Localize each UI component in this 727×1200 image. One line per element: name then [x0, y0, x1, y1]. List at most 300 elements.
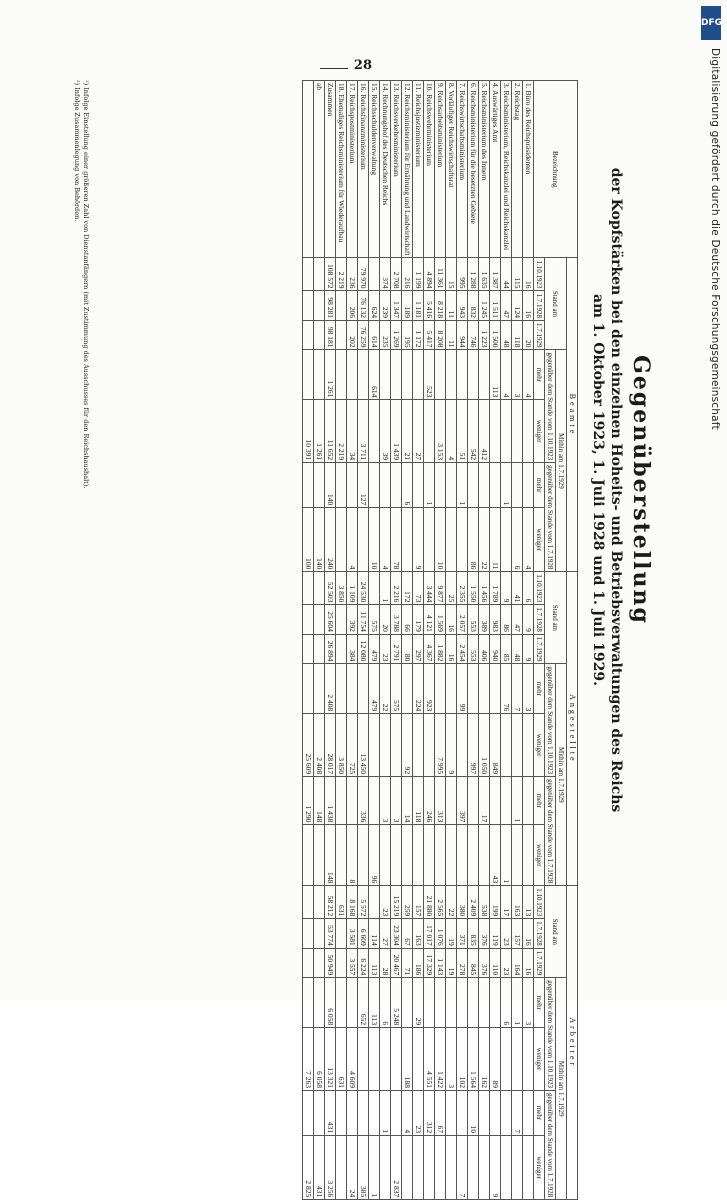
table-cell: [303, 919, 314, 949]
table-cell: 202: [347, 320, 358, 350]
table-cell: [523, 400, 534, 463]
table-cell: [303, 572, 314, 605]
table-cell: [336, 664, 347, 714]
row-label: [468, 81, 479, 258]
table-cell: 746: [468, 320, 479, 350]
table-cell: [336, 350, 347, 400]
col-weniger: weniger: [534, 1136, 545, 1200]
table-cell: 28: [380, 948, 391, 978]
table-cell: 431: [325, 1090, 336, 1135]
table-cell: 113: [369, 978, 380, 1028]
table-cell: 7: [512, 664, 523, 714]
table-cell: 412: [479, 400, 490, 463]
row-label-text: Reichsschuldenverwaltung: [370, 94, 379, 176]
table-cell: [490, 664, 501, 714]
table-cell: 406: [479, 634, 490, 664]
col-date: 1.10.1923: [534, 572, 545, 605]
table-cell: [314, 258, 325, 291]
row-number: 16.: [359, 83, 368, 93]
table-cell: 2 791: [391, 634, 402, 664]
table-cell: [391, 714, 402, 777]
table-cell: 85: [501, 634, 512, 664]
table-cell: 26 894: [325, 634, 336, 664]
table-cell: [446, 1136, 457, 1200]
table-cell: [402, 508, 413, 572]
row-label: [303, 81, 314, 258]
table-cell: 849: [490, 714, 501, 777]
table-cell: 10: [369, 508, 380, 572]
table-cell: [490, 1090, 501, 1135]
table-cell: [446, 825, 457, 886]
table-cell: 186: [413, 948, 424, 978]
row-label-text: Auswärtiges Amt: [491, 90, 500, 143]
table-cell: 239: [380, 291, 391, 321]
table-cell: 5 572: [358, 886, 369, 919]
table-row: [303, 81, 314, 1200]
table-cell: 20: [523, 320, 534, 350]
table-cell: 523: [424, 350, 435, 400]
table-cell: [380, 1136, 391, 1200]
table-cell: 28 017: [325, 714, 336, 777]
beamte-gg-1923: gegenüber dem Stande vom 1.10.1923: [545, 350, 556, 463]
table-cell: [468, 825, 479, 886]
table-cell: 1 550: [468, 572, 479, 605]
table-cell: 3 850: [336, 714, 347, 777]
table-cell: [435, 350, 446, 400]
table-cell: 1 569: [435, 605, 446, 635]
table-cell: 9: [501, 572, 512, 605]
table-cell: 1 076: [435, 919, 446, 949]
table-cell: [314, 1090, 325, 1135]
col-date: 1.7.1928: [534, 605, 545, 635]
table-cell: 845: [468, 948, 479, 978]
table-cell: 6 224: [358, 948, 369, 978]
table-cell: 6 609: [358, 919, 369, 949]
table-cell: 538: [479, 886, 490, 919]
table-cell: 631: [336, 886, 347, 919]
table-cell: 108 572: [325, 258, 336, 291]
row-number: 2.: [513, 83, 522, 89]
table-cell: 118: [512, 320, 523, 350]
table-cell: [369, 714, 380, 777]
table-cell: [391, 1028, 402, 1091]
row-label-text: Reichspostministerium: [348, 94, 357, 164]
table-cell: [303, 664, 314, 714]
table-cell: [523, 1028, 534, 1091]
table-cell: 22: [479, 508, 490, 572]
table-cell: 389: [479, 605, 490, 635]
table-cell: 12 080: [358, 634, 369, 664]
table-cell: 6: [380, 978, 391, 1028]
table-cell: [347, 777, 358, 825]
table-cell: 479: [369, 664, 380, 714]
table-cell: 39: [380, 400, 391, 463]
table-cell: [446, 463, 457, 508]
table-cell: [468, 1136, 479, 1200]
table-cell: 11 652: [325, 400, 336, 463]
row-label: [380, 81, 391, 258]
table-cell: 67: [402, 919, 413, 949]
table-cell: 2 219: [336, 400, 347, 463]
dfg-logo: DFG: [701, 6, 721, 40]
table-cell: 6 058: [314, 1028, 325, 1091]
table-cell: 553: [468, 634, 479, 664]
row-label: [413, 81, 424, 258]
table-cell: 1: [380, 572, 391, 605]
row-label-text: Reichsjustizministerium: [414, 93, 423, 167]
footnote: ¹) Infolge Einstellung einer größeren Zahl von Dienstanfängern (mit Zustimmung des Ausschusses für den Reichshaushalt).: [82, 80, 90, 489]
table-cell: 1 438: [325, 777, 336, 825]
table-cell: 940: [490, 634, 501, 664]
table-cell: [435, 664, 446, 714]
table-row: [435, 81, 446, 1200]
table-cell: 224: [413, 664, 424, 714]
table-cell: [435, 978, 446, 1028]
table-cell: 44: [501, 258, 512, 291]
table-cell: 51: [457, 400, 468, 463]
row-number: 9.: [436, 83, 445, 89]
table-cell: 6: [402, 463, 413, 508]
table-cell: [336, 508, 347, 572]
table-cell: 1: [501, 463, 512, 508]
table-cell: 3 581: [347, 919, 358, 949]
table-cell: 99: [457, 664, 468, 714]
table-cell: [391, 1090, 402, 1135]
table-cell: 73: [413, 572, 424, 605]
table-cell: 235: [380, 320, 391, 350]
table-row: [468, 81, 479, 1200]
table-cell: 1 635: [479, 258, 490, 291]
table-cell: 47: [512, 605, 523, 635]
table-cell: 1 109: [347, 572, 358, 605]
row-number: 3.: [502, 83, 511, 89]
table-cell: 240: [325, 508, 336, 572]
table-row: [413, 81, 424, 1200]
table-cell: 631: [336, 1028, 347, 1091]
table-cell: 25 604: [325, 605, 336, 635]
table-cell: 995: [457, 258, 468, 291]
table-cell: 7 995: [435, 714, 446, 777]
table-cell: [303, 1090, 314, 1135]
title-block: [590, 80, 660, 900]
table-cell: 172: [402, 572, 413, 605]
table-cell: 80: [402, 634, 413, 664]
row-number: 11.: [414, 83, 423, 93]
table-cell: [402, 1136, 413, 1200]
table-cell: [314, 948, 325, 978]
table-cell: [303, 291, 314, 321]
table-cell: 15: [446, 258, 457, 291]
table-cell: 10 391: [303, 400, 314, 463]
row-label: [369, 81, 380, 258]
table-cell: [347, 350, 358, 400]
table-cell: 7: [512, 1090, 523, 1135]
row-label: [325, 81, 336, 258]
table-cell: 1 387: [490, 258, 501, 291]
table-cell: 23: [413, 1090, 424, 1135]
table-cell: 1 143: [435, 948, 446, 978]
table-cell: 98 181: [325, 320, 336, 350]
table-cell: 553: [468, 605, 479, 635]
page-subtitle-dates: am 1. Oktober 1923, 1. Juli 1928 und 1. Juli 1929.: [590, 294, 606, 686]
table-cell: [358, 508, 369, 572]
table-row: [446, 81, 457, 1200]
table-cell: [457, 714, 468, 777]
table-cell: [303, 463, 314, 508]
table-cell: [523, 1090, 534, 1135]
table-cell: 614: [369, 350, 380, 400]
col-weniger: weniger: [534, 1028, 545, 1091]
table-cell: [380, 714, 391, 777]
table-cell: 6 058: [325, 978, 336, 1028]
table-cell: [501, 714, 512, 777]
table-cell: [424, 978, 435, 1028]
table-cell: [435, 463, 446, 508]
row-label-text: Reichsministerium für Ernährung und Landwirtschaft: [403, 94, 412, 256]
table-cell: [336, 777, 347, 825]
table-cell: 8: [347, 825, 358, 886]
table-cell: [347, 463, 358, 508]
table-cell: [413, 714, 424, 777]
beamte-stand-am: Stand am: [545, 258, 567, 350]
table-cell: [512, 714, 523, 777]
table-cell: 199: [490, 886, 501, 919]
table-cell: 385: [358, 1136, 369, 1200]
footnote: ²) Infolge Zusammenlegung von Behörden.: [73, 80, 81, 222]
table-row: [391, 81, 402, 1200]
table-cell: 78: [391, 508, 402, 572]
table-cell: 140: [314, 508, 325, 572]
page-number: 28: [353, 58, 372, 73]
table-cell: 4: [523, 508, 534, 572]
row-label-text: Vorläufiger Reichswirtschaftsrat: [447, 90, 456, 188]
table-cell: 7 263: [303, 1028, 314, 1091]
table-cell: [380, 463, 391, 508]
table-cell: [512, 463, 523, 508]
table-cell: 9 877: [435, 572, 446, 605]
table-cell: 392: [347, 605, 358, 635]
table-cell: [314, 886, 325, 919]
table-cell: 1: [424, 463, 435, 508]
table-cell: 1 456: [479, 572, 490, 605]
table-cell: [303, 825, 314, 886]
table-cell: 575: [391, 664, 402, 714]
table-cell: 20: [380, 605, 391, 635]
table-cell: 278: [457, 948, 468, 978]
table-cell: [435, 825, 446, 886]
table-cell: [512, 1028, 523, 1091]
table-cell: 4: [446, 400, 457, 463]
row-label-text: Reichsministerium, Reichskanzlei und Reichskanzlei: [502, 90, 511, 251]
arbeiter-gg-1923: gegenüber dem Stande vom 1.10.1923: [545, 978, 556, 1091]
table-cell: [347, 978, 358, 1028]
table-cell: 148: [314, 777, 325, 825]
table-cell: 1: [380, 1090, 391, 1135]
table-cell: [468, 664, 479, 714]
table-cell: 1 223: [479, 320, 490, 350]
table-cell: 148: [325, 825, 336, 886]
row-label-text: Reichswirtschaftsministerium: [458, 90, 467, 181]
table-cell: [479, 978, 490, 1028]
table-cell: [457, 350, 468, 400]
table-cell: 25 609: [303, 714, 314, 777]
table-cell: [380, 350, 391, 400]
table-cell: [336, 948, 347, 978]
table-cell: 15 219: [391, 886, 402, 919]
col-weniger: weniger: [534, 400, 545, 463]
row-label-text: Reichsministerium für die besetzten Gebiete: [469, 90, 478, 224]
table-cell: [314, 919, 325, 949]
table-cell: 614: [369, 320, 380, 350]
table-cell: 1 172: [413, 320, 424, 350]
row-number: 7.: [458, 83, 467, 89]
table-cell: [490, 978, 501, 1028]
col-mehr: mehr: [534, 1090, 545, 1135]
table-cell: [424, 825, 435, 886]
table-cell: 944: [457, 320, 468, 350]
table-cell: 1 181: [413, 291, 424, 321]
table-cell: [369, 777, 380, 825]
row-label: [424, 81, 435, 258]
table-row: [314, 81, 325, 1200]
table-cell: 50 949: [325, 948, 336, 978]
table-cell: 48: [512, 634, 523, 664]
col-mehr: mehr: [534, 978, 545, 1028]
table-cell: 6: [501, 978, 512, 1028]
col-mehr: mehr: [534, 664, 545, 714]
table-cell: 216: [402, 258, 413, 291]
table-cell: 41: [512, 572, 523, 605]
table-cell: 236: [347, 258, 358, 291]
row-label: [490, 81, 501, 258]
table-row: [325, 81, 336, 1200]
table-cell: 189: [402, 291, 413, 321]
table-cell: 113: [369, 948, 380, 978]
table-cell: 9: [490, 1136, 501, 1200]
table-cell: 4 609: [347, 1028, 358, 1091]
table-cell: [336, 1136, 347, 1200]
table-cell: [490, 777, 501, 825]
table-cell: 3: [446, 1028, 457, 1091]
table-cell: 2 219: [336, 258, 347, 291]
table-cell: [501, 1136, 512, 1200]
row-label-text: Reichswehrministerium: [425, 94, 434, 166]
table-cell: 2 708: [391, 258, 402, 291]
page-title: Gegenüberstellung: [628, 355, 654, 625]
table-cell: [413, 463, 424, 508]
table-cell: 98 281: [325, 291, 336, 321]
table-cell: 4 367: [424, 634, 435, 664]
table-cell: [314, 350, 325, 400]
col-bezeichnung: Bezeichnung: [534, 81, 578, 258]
table-cell: [380, 1028, 391, 1091]
table-cell: 16: [523, 919, 534, 949]
table-cell: [336, 291, 347, 321]
table-cell: [336, 320, 347, 350]
row-label: [347, 81, 358, 258]
row-number: 4.: [491, 83, 500, 89]
table-cell: 4 894: [424, 258, 435, 291]
row-label: [512, 81, 523, 258]
table-cell: 297: [413, 634, 424, 664]
table-cell: [479, 825, 490, 886]
table-row: [347, 81, 358, 1200]
table-cell: [347, 1090, 358, 1135]
col-date: 1.10.1923: [534, 258, 545, 291]
table-cell: [413, 350, 424, 400]
table-cell: 17 017: [424, 919, 435, 949]
table-cell: 8 208: [435, 320, 446, 350]
table-cell: [479, 463, 490, 508]
table-cell: [402, 978, 413, 1028]
table-cell: 76: [501, 664, 512, 714]
table-cell: 376: [479, 919, 490, 949]
table-cell: 2 408: [325, 664, 336, 714]
table-cell: 76 132: [358, 291, 369, 321]
table-cell: 115: [512, 258, 523, 291]
table-cell: [358, 825, 369, 886]
table-cell: 2 216: [391, 572, 402, 605]
table-cell: [457, 825, 468, 886]
table-cell: [369, 1028, 380, 1091]
table-cell: [369, 572, 380, 605]
table-cell: [468, 463, 479, 508]
row-label-text: Reichsverkehrsministerium: [392, 94, 401, 177]
table-cell: 206: [347, 291, 358, 321]
table-row: [336, 81, 347, 1200]
table-cell: 1 882: [435, 634, 446, 664]
table-cell: 1 199: [413, 258, 424, 291]
table-cell: [369, 1090, 380, 1135]
row-label: [435, 81, 446, 258]
table-cell: [424, 714, 435, 777]
table-cell: [314, 978, 325, 1028]
table-cell: 47: [501, 291, 512, 321]
table-cell: [468, 978, 479, 1028]
table-cell: [314, 825, 325, 886]
table-cell: 20 467: [391, 948, 402, 978]
table-cell: 1 511: [490, 291, 501, 321]
table-cell: 336: [358, 777, 369, 825]
row-label-text: Zusammen: [326, 83, 335, 117]
row-label-text: Rechnungshof des Deutschen Reichs: [381, 94, 390, 206]
table-cell: [523, 1136, 534, 1200]
table-cell: [358, 1090, 369, 1135]
table-cell: 397: [457, 777, 468, 825]
table-cell: [424, 508, 435, 572]
table-cell: 725: [347, 714, 358, 777]
table-cell: 53 774: [325, 919, 336, 949]
table-cell: [391, 350, 402, 400]
row-number: 14.: [381, 83, 390, 93]
table-cell: 4 551: [424, 1028, 435, 1091]
table-cell: [501, 400, 512, 463]
table-row: [358, 81, 369, 1200]
table-cell: 313: [435, 777, 446, 825]
table-cell: [501, 1090, 512, 1135]
table-cell: 1 288: [468, 258, 479, 291]
table-row: [457, 81, 468, 1200]
table-cell: [413, 1136, 424, 1200]
dfg-footer-text: Digitalisierung gefördert durch die Deutsche Forschungsgemeinschaft: [709, 48, 721, 430]
table-cell: 58 212: [325, 886, 336, 919]
row-number: 17.: [348, 83, 357, 93]
table-cell: 3: [523, 978, 534, 1028]
table-cell: 102: [457, 1028, 468, 1091]
row-label-text: Reichsfinanzministerium: [359, 94, 368, 170]
table-cell: [523, 777, 534, 825]
table-cell: 34: [347, 400, 358, 463]
